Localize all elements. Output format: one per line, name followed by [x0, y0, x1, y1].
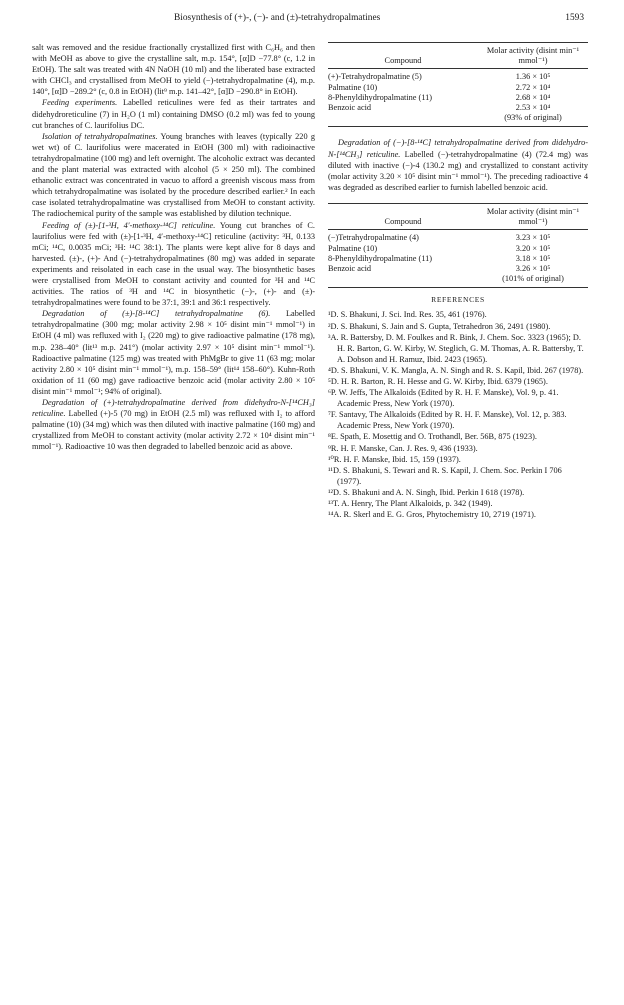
table-row: 8-Phenyldihydropalmatine (11) 2.68 × 10⁴: [328, 92, 551, 102]
table-row: Benzoic acid 3.26 × 10⁵: [328, 263, 551, 273]
right-column: [328, 42, 588, 520]
subheading-degradation-racemic: Degradation of (±)-[8-¹⁴C] tetrahydropalmatine (6).: [42, 309, 271, 319]
table-row: Palmatine (10) 3.20 × 10⁵: [328, 243, 551, 253]
table2-header-compound: Compound: [328, 203, 478, 229]
reference-item: ⁹R. H. F. Manske, Can. J. Res. 9, 436 (1933).: [328, 443, 478, 453]
reference-item: ³A. R. Battersby, D. M. Foulkes and R. Bink, J. Chem. Soc. 3323 (1965); D. H. R. Barton, G. W. Kirby, W. Steglich, G. M. Thomas, A. R. Battersby, T. A. Dobson and H. Ramuz, Ibid. 2423 (1965).: [328, 332, 584, 364]
paragraph-degradation-racemic: Degradation of (±)-[8-¹⁴C] tetrahydropalmatine (6). Labelled tetrahydropalmatine (300 mg; molar activity 2.98 × 10⁵ disint min⁻¹ mmol⁻¹) in EtOH (4 ml) was refluxed with I₂ (220 mg) to give radioactive palmatine (178 mg), m.p. 238–40° (lit¹³ m.p. 241°) (molar activity 2.97 × 10⁵ disint min⁻¹ mmol⁻¹). Radioactive palmatine (125 mg) was treated with PhMgBr to give 11 (63 mg; molar activity 2.80 × 10⁵ disint min⁻¹ mmol⁻¹), m.p. 158–59° (lit¹⁴ 158–60°). Kuhn-Roth oxidation of 11 (60 mg) gave radioactive benzoic acid (molar activity 2.80 × 10⁵ disint min⁻¹ mmol⁻¹; 94% of original).: [32, 309, 315, 396]
reference-item: ¹²D. S. Bhakuni and A. N. Singh, Ibid. Perkin I 618 (1978).: [328, 487, 525, 497]
molar-activity-table-2: [328, 203, 588, 288]
reference-item: ⁷F. Santavy, The Alkaloids (Edited by R. H. F. Manske), Vol. 12, p. 383. Academic Press, New York (1970).: [328, 410, 567, 431]
reference-item: ⁴D. S. Bhakuni, V. K. Mangla, A. N. Singh and R. S. Kapil, Ibid. 267 (1978).: [328, 365, 584, 375]
table-footer-row: [328, 113, 588, 127]
table-footer-row: [328, 274, 588, 288]
subheading-degradation-plus: Degradation of (+)-tetrahydropalmatine derived from didehydro-N-[¹⁴CH₃] reticuline.: [32, 398, 315, 419]
table-row: (+)-Tetrahydropalmatine (5) 1.36 × 10⁵: [328, 72, 551, 82]
table1-header-activity: Molar activity (disint min⁻¹ mmol⁻¹): [478, 43, 588, 69]
reference-item: ⁸E. Spath, E. Mosettig and O. Trothandl, Ber. 56B, 875 (1923).: [328, 432, 537, 442]
subheading-feeding-experiments: Feeding experiments.: [42, 98, 118, 108]
reference-list: [328, 309, 588, 520]
subheading-isolation: Isolation of tetrahydropalmatines.: [42, 131, 158, 141]
subheading-degradation-minus: Degradation of (−)-[8-¹⁴C] tetrahydropalmatine derived from didehydro-N-[¹⁴CH₃] reticuline.: [328, 138, 588, 159]
subheading-feeding-reticuline: Feeding of (±)-[1-³H, 4′-methoxy-¹⁴C] reticuline.: [42, 220, 216, 230]
reference-item: ¹D. S. Bhakuni, J. Sci. Ind. Res. 35, 461 (1976).: [328, 310, 487, 320]
paragraph-feeding-experiments: Feeding experiments. Labelled reticulines were fed as their tartrates and didehydroreticuline (7) in H₂O (1 ml) containing DMSO (0.2 ml) was fed to young cut branches of C. laurifolius DC.: [32, 98, 315, 130]
running-title: Biosynthesis of (+)-, (−)- and (±)-tetrahydropalmatines: [174, 13, 381, 23]
paragraph-feeding-reticuline: Feeding of (±)-[1-³H, 4′-methoxy-¹⁴C] reticuline. Young cut branches of C. laurifolius were fed with (±)-[1-³H, 4′-methoxy-¹⁴C] reticuline (activity: ³H, 0.133 mCi; ¹⁴C, 0.0035 mCi; ³H: ¹⁴C 38:1). The plants were kept alive for 8 days and harvested. (±)-, (+)- And (−)-tetrahydropalmatines (80 mg) was added in separate experiments and reisolated in each case in the usual way. The biosynthetic bases were crystallised from MeOH to constant activity and counted for ³H and ¹⁴C activities. The ratios of ³H and ¹⁴C in biosynthetic (−)-, (+)- and (±)-tetrahydropalmatines were found to be 37:1, 39:1 and 36:1 respectively.: [32, 220, 315, 308]
table-row: Palmatine (10) 2.72 × 10⁴: [328, 82, 551, 92]
paragraph-salt-crystallization: salt was removed and the residue fractionally crystallized first with C₆H₆ and then with MeOH as above to give the crystalline salt, m.p. 154°, [α]D −77.8° (c, 1.2 in EtOH). The salt was treated with 4N NaOH (10 ml) and the liberated base extracted with CHCl₃ and crystallised from MeOH to yield (−)-tetrahydropalmatine (4), m.p. 140°, [α]D −289.2° (c, 0.8 in EtOH) (lit⁹ m.p. 141–42°, [α]D −290.8° in EtOH).: [32, 43, 315, 97]
reference-item: ¹¹D. S. Bhakuni, S. Tewari and R. S. Kapil, J. Chem. Soc. Perkin I 706 (1977).: [328, 465, 562, 486]
table-row: (−)Tetrahydropalmatine (4) 3.23 × 10⁵: [328, 233, 551, 243]
left-column: [32, 42, 315, 452]
table-row: 8-Phenyldihydropalmatine (11) 3.18 × 10⁵: [328, 253, 551, 263]
reference-item: ⁶P. W. Jeffs, The Alkaloids (Edited by R. H. F. Manske), Vol. 9, p. 41. Academic Press, New York (1970).: [328, 388, 559, 409]
page-number: 1593: [565, 13, 584, 23]
paragraph-degradation-plus: Degradation of (+)-tetrahydropalmatine derived from didehydro-N-[¹⁴CH₃] reticuline. Labelled (+)-5 (70 mg) in EtOH (2.5 ml) was refluxed with I₂ to afford palmatine (10) (34 mg) which was then diluted with inactive palmatine (160 mg) and crystallized from MeOH to constant activity (molar activity 2.72 × 10⁴ disint min⁻¹ mmol⁻¹). Radioactive 10 was then degraded to labelled benzoic acid as above.: [32, 398, 315, 452]
reference-item: ¹³T. A. Henry, The Plant Alkaloids, p. 342 (1949).: [328, 499, 493, 508]
table2-recovery: (101% of original): [478, 274, 588, 288]
reference-item: ⁵D. H. R. Barton, R. H. Hesse and G. W. Kirby, Ibid. 6379 (1965).: [328, 376, 548, 386]
molar-activity-table-1: [328, 42, 588, 127]
paragraph-degradation-minus: Degradation of (−)-[8-¹⁴C] tetrahydropalmatine derived from didehydro-N-[¹⁴CH₃] reticuline. Labelled (−)-tetrahydropalmatine (4) (72.4 mg) was diluted with inactive (−)-4 (130.2 mg) and crystallized to constant activity (molar activity 3.20 × 10⁵ disint min⁻¹ mmol⁻¹). The preceding radioactive 4 was degraded as described earlier to furnish labelled benzoic acid.: [328, 138, 589, 192]
table2-header-activity: Molar activity (disint min⁻¹ mmol⁻¹): [478, 203, 588, 229]
table1-recovery: (93% of original): [478, 113, 588, 127]
reference-item: ²D. S. Bhakuni, S. Jain and S. Gupta, Tetrahedron 36, 2491 (1980).: [328, 321, 551, 331]
table-row: Benzoic acid 2.53 × 10⁴: [328, 103, 551, 113]
paragraph-isolation: Isolation of tetrahydropalmatines. Young branches with leaves (typically 220 g wet wt) of C. laurifolius were macerated in EtOH (300 ml) with radioinactive tetrahydropalmatine (100 mg) and left overnight. The alcoholic extract was decanted and the plant material was extracted with alcohol (5 × 250 ml). The combined ethanolic extract was concentrated in vacuo to afford a greenish viscous mass from which tetrahydropalmatine was isolated by the procedure described earlier.² In each case isolated tetrahydropalmatine was crystallised from MeOH to constant activity. The radiochemical purity of the sample was established by dilution technique.: [32, 131, 315, 219]
references-heading: REFERENCES: [431, 295, 485, 305]
table1-header-compound: Compound: [328, 43, 478, 69]
reference-item: ¹⁴A. R. Skerl and E. G. Gros, Phytochemistry 10, 2719 (1971).: [328, 510, 536, 520]
reference-item: ¹⁰R. H. F. Manske, Ibid. 15, 159 (1937).: [328, 454, 461, 464]
